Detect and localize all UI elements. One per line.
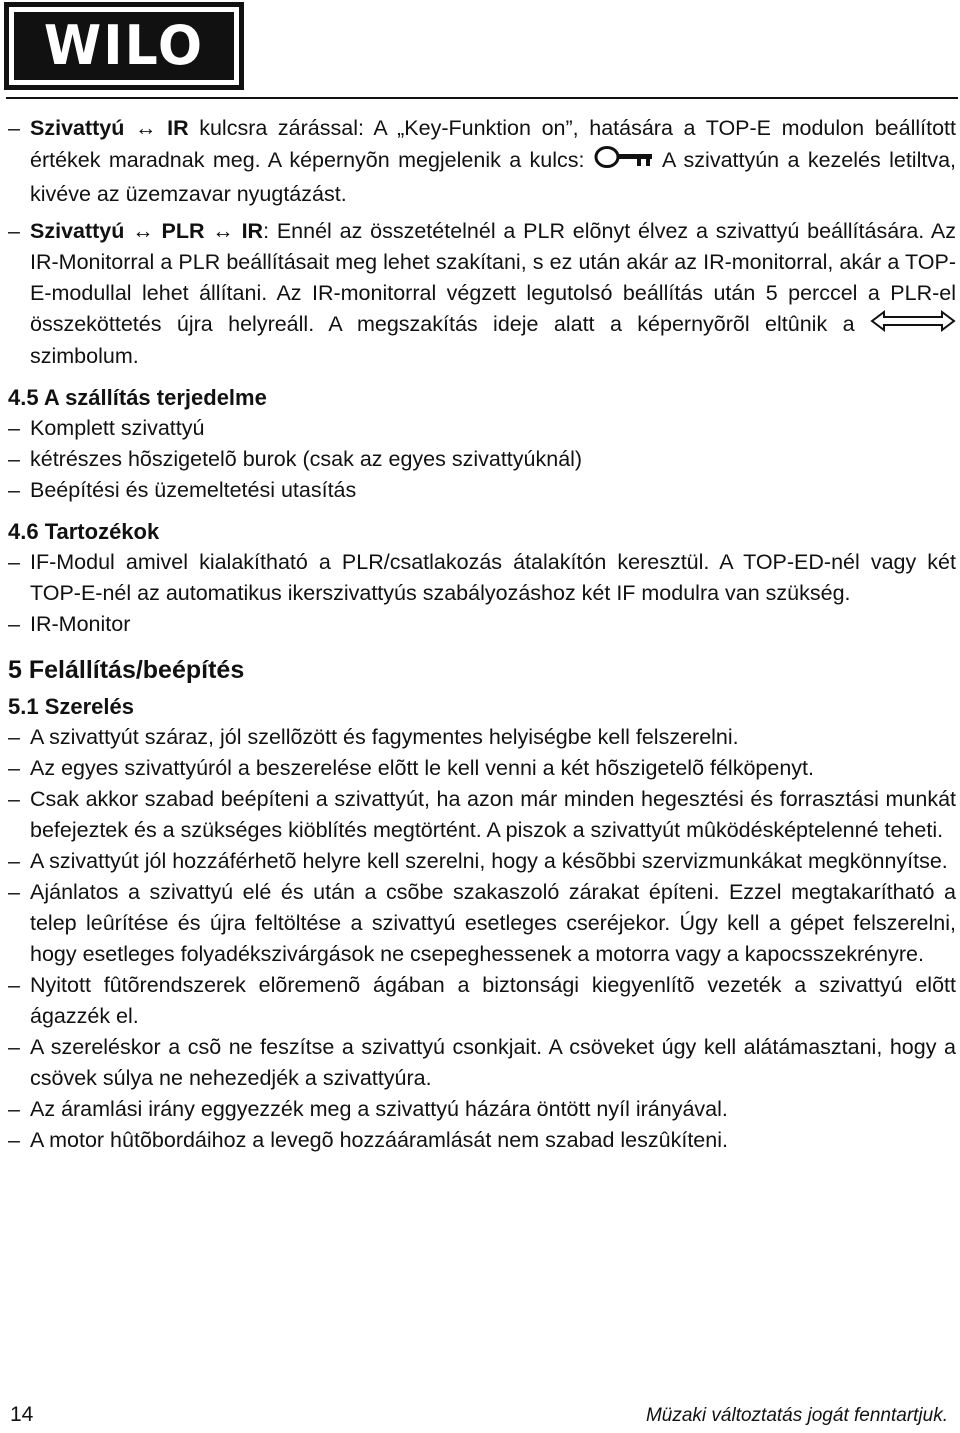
list-item-text: Az egyes szivattyúról a beszerelése elõtt le kell venni a két hõszigetelõ félköpenyt. xyxy=(30,755,814,780)
heading-5-1: 5.1 Szerelés xyxy=(8,693,134,719)
list-dash: – xyxy=(8,755,20,780)
footer-note: Müzaki változtatás jogát fenntartjuk. xyxy=(645,1405,948,1426)
item-text: : Ennél az összetételnél a PLR elõnyt élvez a szivattyú beállítására. Az IR-Monitorral a PLR beállításait meg lehet szakítani, s ez után akár az IR-monitorral, akár a TOP-E-modullal lehet állítani. Az IR-monitorral végzett legutolsó beállítás után 5 perccel a PLR-el összeköttetés újra helyreáll. A megszakítás ideje alatt a képernyõrõl eltûnik a xyxy=(30,219,956,336)
list-item-text: A szereléskor a csõ ne feszítse a szivattyú csonkjait. A csöveket úgy kell alátámasztani, hogy a csövek súlya ne nehezedjék a szivattyúra. xyxy=(30,1034,956,1090)
list-item xyxy=(8,1094,956,1125)
list-item xyxy=(8,846,956,877)
list-item-text: Csak akkor szabad beépíteni a szivattyút, ha azon már minden hegesztési és forrasztási munkát befejeztek és a szükséges kiöblítés megtörtént. A piszok a szivattyút mûködésképtelenné teheti. xyxy=(30,786,956,842)
list-item-text: A szivattyút száraz, jól szellõzött és fagymentes helyiségbe kell felszerelni. xyxy=(30,724,739,749)
term-plr: PLR xyxy=(161,219,205,243)
list-dash: – xyxy=(8,972,20,997)
list-item-text: Nyitott fûtõrendszerek elõremenõ ágában a biztonsági kiegyenlítõ vezeték a szivattyú elõtt ágazzék el. xyxy=(30,972,956,1028)
term-pump: Szivattyú xyxy=(30,219,125,243)
arrow: ↔ xyxy=(135,116,157,140)
list-dash: – xyxy=(8,1096,20,1121)
arrow: ↔ xyxy=(212,219,234,243)
list-item-text: Beépítési és üzemeltetési utasítás xyxy=(30,477,357,502)
list-item-key-function xyxy=(8,113,956,210)
term-ir: IR xyxy=(167,116,189,140)
list-dash: – xyxy=(8,1127,20,1152)
list-item xyxy=(8,413,956,444)
heading-5: 5 Felállítás/beépítés xyxy=(8,655,245,684)
list-dash: – xyxy=(8,786,20,811)
heading-4-6: 4.6 Tartozékok xyxy=(8,518,160,544)
header-rule xyxy=(6,97,958,99)
list-item-text: A szivattyút jól hozzáférhetõ helyre kell szerelni, hogy a késõbbi szervizmunkákat megkönnyítse. xyxy=(30,848,948,873)
arrow: ↔ xyxy=(132,219,154,243)
list-item xyxy=(8,547,956,609)
key-icon xyxy=(593,144,655,179)
term-ir: IR xyxy=(241,219,264,243)
page-number: 14 xyxy=(10,1403,34,1426)
list-item-text: Ajánlatos a szivattyú elé és után a csõbe szakaszoló zárakat építeni. Ezzel megtakarítható a telep leûrítése és újra feltöltése a szivattyú esetleges cseréjekor. Úgy kell a gépet felszerelni, hogy esetleges folyadékszivárgások ne csepeghessenek a motorra vagy a kapocsszekrényre. xyxy=(30,879,956,966)
item-text-2: szimbolum. xyxy=(30,343,139,368)
list-dash: – xyxy=(8,611,20,636)
page-footer xyxy=(8,1403,952,1433)
page-content xyxy=(8,113,956,1156)
list-item xyxy=(8,753,956,784)
list-dash: – xyxy=(8,116,20,140)
logo-background xyxy=(14,12,234,80)
heading-4-5: 4.5 A szállítás terjedelme xyxy=(8,384,267,410)
list-dash: – xyxy=(8,1034,20,1059)
item-text-2: A szivattyún a kezelés letiltva, kivéve az üzemzavar nyugtázást. xyxy=(30,148,956,206)
list-dash: – xyxy=(8,549,20,574)
wilo-logo xyxy=(4,2,244,90)
list-item-text: Komplett szivattyú xyxy=(30,415,205,440)
list-item xyxy=(8,1032,956,1094)
list-item xyxy=(8,444,956,475)
list-item xyxy=(8,609,956,640)
logo-text: WILO xyxy=(43,14,205,78)
list-dash: – xyxy=(8,415,20,440)
list-item xyxy=(8,1125,956,1156)
list-item-plr xyxy=(8,216,956,372)
list-item xyxy=(8,970,956,1032)
list-item-text: kétrészes hõszigetelõ burok (csak az egyes szivattyúknál) xyxy=(30,446,583,471)
list-item-text: Az áramlási irány eggyezzék meg a szivattyú házára öntött nyíl irányával. xyxy=(30,1096,728,1121)
term-pump: Szivattyú xyxy=(30,116,125,140)
list-item-text: IF-Modul amivel kialakítható a PLR/csatlakozás átalakítón keresztül. A TOP-ED-nél vagy két TOP-E-nél az automatikus ikerszivattyús szabályozáshoz két IF modulra van szükség. xyxy=(30,549,956,605)
list-dash: – xyxy=(8,477,20,502)
item-text: kulcsra zárással: A „Key-Funktion on”, hatására a TOP-E modulon beállított értékek maradnak meg. A képernyõn megjelenik a kulcs: xyxy=(30,116,956,173)
list-dash: – xyxy=(8,724,20,749)
list-item-text: A motor hûtõbordáihoz a levegõ hozzááramlását nem szabad leszûkíteni. xyxy=(30,1127,728,1152)
list-item xyxy=(8,475,956,506)
double-arrow-icon xyxy=(870,310,956,341)
list-dash: – xyxy=(8,848,20,873)
list-dash: – xyxy=(8,879,20,904)
list-item xyxy=(8,877,956,970)
list-item xyxy=(8,722,956,753)
list-dash: – xyxy=(8,446,20,471)
list-dash: – xyxy=(8,219,20,243)
list-item xyxy=(8,784,956,846)
list-item-text: IR-Monitor xyxy=(30,611,131,636)
